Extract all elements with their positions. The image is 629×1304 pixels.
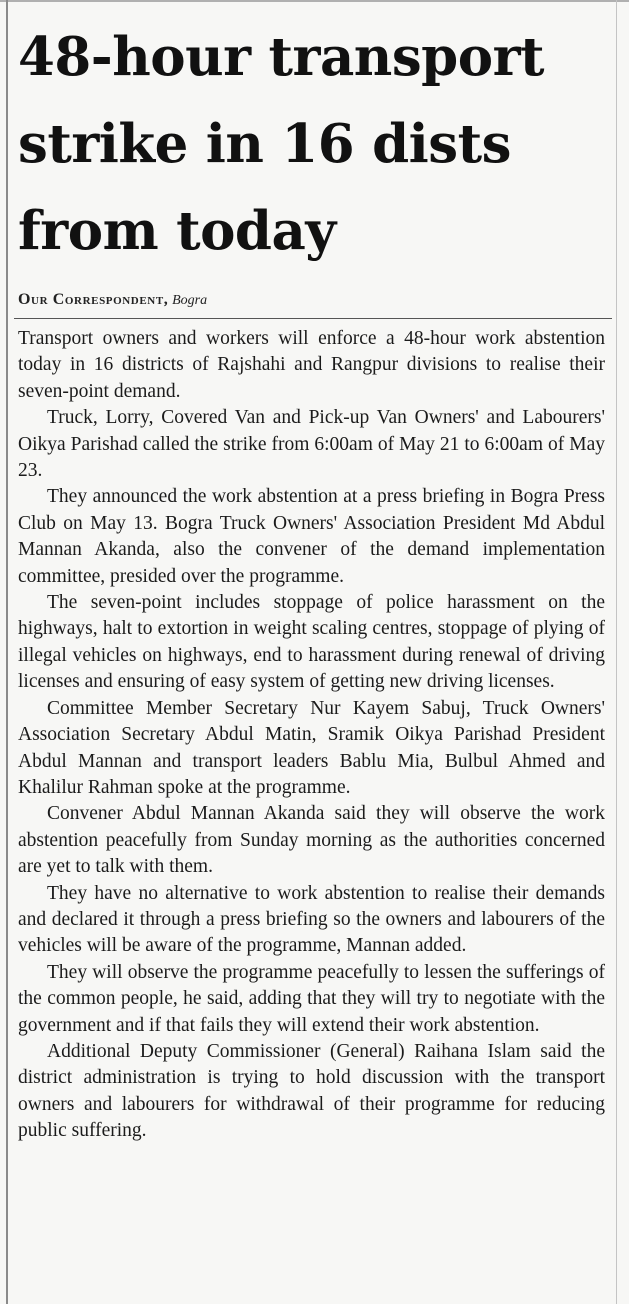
byline-author: Our Correspondent,: [18, 291, 169, 308]
headline-line: from today: [18, 200, 336, 262]
article-paragraph: Convener Abdul Mannan Akanda said they will observe the work abstention peacefully from Sunday morning as the authorities concerned are yet to talk with them.: [18, 803, 605, 878]
byline-location: Bogra: [172, 293, 208, 308]
article-paragraph: They have no alternative to work abstention to realise their demands and declared it through a press briefing so the owners and labourers of the vehicles will be aware of the programme, Mannan added.: [18, 882, 605, 957]
article-paragraph: The seven-point includes stoppage of police harassment on the highways, halt to extortion in weight scaling centres, stoppage of plying of illegal vehicles on highways, end to harassment during renewal of driving licenses and ensuring of easy system of getting new driving licenses.: [18, 592, 605, 693]
article-paragraph: Committee Member Secretary Nur Kayem Sabuj, Truck Owners' Association Secretary Abdul Matin, Sramik Oikya Parishad President Abdul Mannan and transport leaders Bablu Mia, Bulbul Ahmed and Khalilur Rahman spoke at the programme.: [18, 697, 605, 798]
byline-divider: [14, 318, 612, 319]
article-paragraph: Transport owners and workers will enforce a 48-hour work abstention today in 16 districts of Rajshahi and Rangpur divisions to realise their seven-point demand.: [18, 328, 605, 402]
article-paragraph: They announced the work abstention at a press briefing in Bogra Press Club on May 13. Bogra Truck Owners' Association President Md Abdul Mannan Akanda, also the convener of the demand implementation committee, presided over the programme.: [18, 486, 605, 587]
headline-line: strike in 16 dists: [18, 113, 511, 175]
article-paragraph: They will observe the programme peacefully to lessen the sufferings of the common people, he said, adding that they will try to negotiate with the government and if that fails they will extend their work abstention.: [18, 961, 605, 1036]
top-border-rule: [0, 0, 629, 2]
article-headline: [18, 14, 618, 275]
headline-line: 48-hour transport: [18, 26, 544, 88]
article-byline: [18, 291, 207, 310]
article-paragraph: Truck, Lorry, Covered Van and Pick-up Van Owners' and Labourers' Oikya Parishad called the strike from 6:00am of May 21 to 6:00am of May 23.: [18, 407, 605, 482]
article-paragraph: Additional Deputy Commissioner (General) Raihana Islam said the district administration is trying to hold discussion with the transport owners and labourers for withdrawal of their programme for reducing public suffering.: [18, 1040, 605, 1142]
article-body: [18, 326, 605, 1145]
left-column-rule: [6, 0, 8, 1304]
